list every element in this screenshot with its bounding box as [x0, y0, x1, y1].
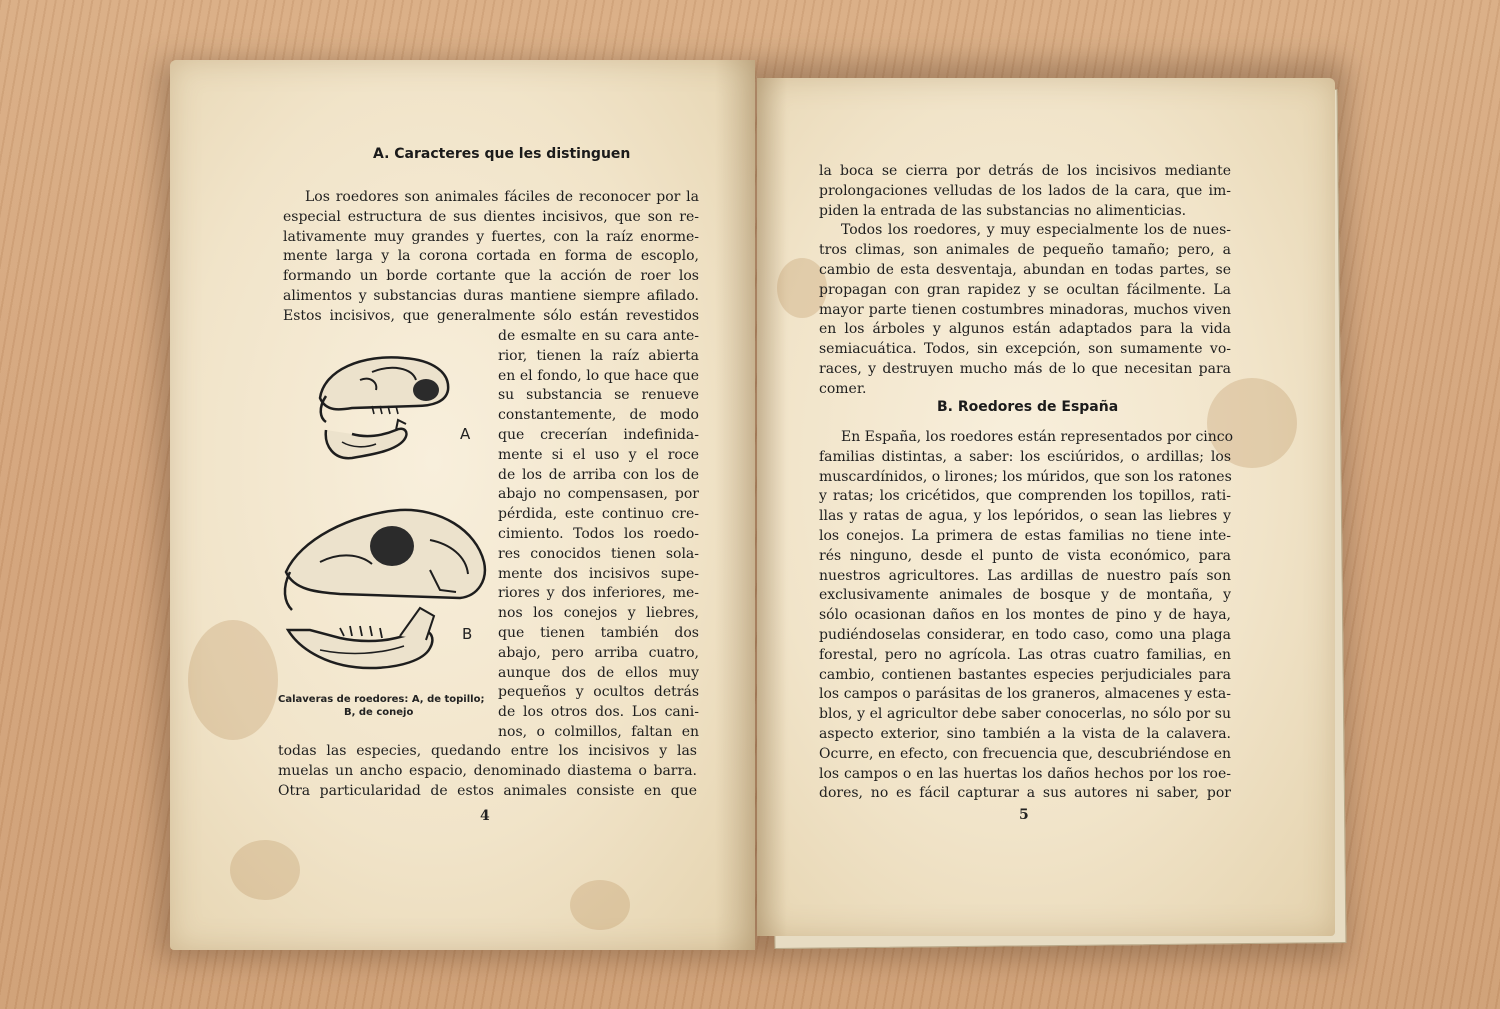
text-line: res conocidos tienen sola- [498, 545, 699, 562]
right-text-top [819, 162, 1231, 400]
foxing-spot [570, 880, 630, 930]
section-heading-a: A. Caracteres que les distinguen [373, 146, 631, 162]
text-line: formando un borde cortante que la acción de roer los [283, 268, 699, 285]
gutter-shadow [715, 60, 755, 950]
text-line: en el fondo, lo que hace que [498, 367, 699, 384]
figure-label-a: A [460, 425, 471, 443]
foxing-spot [188, 620, 278, 740]
skull-illustration-b [280, 500, 490, 680]
text-line: alimentos y substancias duras mantiene siempre afilado. [283, 287, 699, 304]
right-page [757, 78, 1335, 936]
text-line: En España, los roedores están representados por cinco [841, 429, 1234, 445]
text-line: en los árboles y algunos están adaptados para la vida [819, 321, 1231, 338]
text-line: los campos o parásitas de los graneros, almacenes y esta- [819, 686, 1231, 703]
caption-line-1: Calaveras de roedores: A, de topillo; [278, 694, 485, 705]
text-line: mente larga y la corona cortada en forma de escoplo, [283, 248, 699, 265]
text-line: Todos los roedores, y muy especialmente los de nues- [841, 222, 1231, 239]
text-line: Estos incisivos, que generalmente sólo están revestidos [283, 307, 699, 324]
text-line: que crecerían indefinida- [498, 426, 699, 443]
text-line: muscardínidos, o lirones; los múridos, que son los ratones [819, 468, 1232, 485]
text-line: exclusivamente animales de bosque y de montaña, y [819, 587, 1231, 604]
skull-illustration-a [312, 350, 462, 470]
text-line: cambio de esta desventaja, abundan en todas partes, se [819, 261, 1231, 278]
right-text-bottom [819, 428, 1234, 804]
text-line: semiacuática. Todos, sin excepción, son sumamente vo- [819, 341, 1231, 358]
page-number-right: 5 [1019, 807, 1029, 823]
text-line: comer. [819, 380, 867, 397]
text-line: los campos o en las huertas los daños hechos por los roe- [819, 765, 1231, 782]
text-line: races, y destruyen mucho más de lo que necesitan para [819, 360, 1231, 377]
text-line: todas las especies, quedando entre los incisivos y las [278, 743, 697, 759]
text-line: pérdida, este continuo cre- [498, 506, 699, 523]
text-line: cambio, contienen bastantes especies perjudiciales para [819, 666, 1231, 683]
text-line: rés ninguno, desde el punto de vista económico, para [819, 547, 1231, 564]
text-line: llas y ratas de agua, y los lepóridos, o sean las liebres y [819, 508, 1231, 525]
text-line: dores, no es fácil capturar a sus autores ni saber, por [819, 785, 1231, 802]
text-line: aunque dos de ellos muy [498, 664, 699, 681]
page-number-left: 4 [480, 808, 490, 824]
text-line: abajo, pero arriba cuatro, [498, 644, 699, 661]
text-line: sólo ocasionan daños en los montes de pino y de haya, [819, 607, 1231, 624]
left-page [170, 60, 755, 950]
gutter-shadow [757, 78, 787, 936]
text-line: familias distintas, a saber: los esciúridos, o ardillas; los [819, 448, 1231, 465]
text-line: muelas un ancho espacio, denominado diastema o barra. [278, 762, 697, 779]
text-line: pequeños y ocultos detrás [498, 684, 699, 701]
text-line: Ocurre, en efecto, con frecuencia que, descubriéndose en [819, 745, 1231, 762]
text-line: abajo no compensasen, por [498, 486, 699, 503]
foxing-spot [230, 840, 300, 900]
text-line: mayor parte tienen costumbres minadoras, muchos viven [819, 301, 1231, 318]
text-line: piden la entrada de las substancias no alimenticias. [819, 202, 1187, 219]
text-line: blos, y el agricultor debe saber conocerlas, no sólo por su [819, 706, 1231, 723]
text-line: que tienen también dos [498, 624, 699, 641]
text-line: cimiento. Todos los roedo- [498, 525, 699, 542]
text-line: de los de arriba con los de [498, 466, 699, 483]
text-line: nuestros agricultores. Las ardillas de nuestro país son [819, 567, 1231, 584]
left-text-top [283, 188, 699, 327]
text-line: nos, o colmillos, faltan en [498, 723, 699, 740]
figure-label-b: B [462, 625, 473, 643]
text-line: aspecto exterior, sino también a la vista de la calavera. [819, 725, 1231, 742]
text-line: propagan con gran rapidez y se ocultan fácilmente. La [819, 281, 1231, 298]
text-line: forestal, pero no agrícola. Las otras cuatro familias, en [819, 646, 1231, 663]
text-line: lativamente muy grandes y fuertes, con la raíz enorme- [283, 228, 699, 245]
text-line: de esmalte en su cara ante- [498, 328, 699, 344]
text-line: tros climas, son animales de pequeño tamaño; pero, a [819, 242, 1231, 259]
left-text-bottom [278, 742, 697, 801]
text-line: Los roedores son animales fáciles de reconocer por la [305, 189, 699, 205]
text-line: riores y dos inferiores, me- [498, 585, 699, 602]
text-line: constantemente, de modo [498, 407, 699, 424]
figure-caption [278, 693, 484, 719]
left-text-column [498, 327, 699, 743]
text-line: prolongaciones velludas de los lados de la cara, que im- [819, 182, 1231, 199]
text-line: de los otros dos. Los cani- [498, 704, 699, 721]
text-line: su substancia se renueve [498, 387, 699, 404]
text-line: rior, tienen la raíz abierta [498, 347, 699, 364]
text-line: los conejos. La primera de estas familias no tiene inte- [819, 527, 1231, 544]
text-line: mente dos incisivos supe- [498, 565, 699, 582]
text-line: nos los conejos y liebres, [498, 605, 699, 622]
text-line: mente si el uso y el roce [498, 446, 699, 463]
text-line: Otra particularidad de estos animales consiste en que [278, 782, 697, 799]
text-line: y ratas; los cricétidos, que comprenden los topillos, rati- [819, 488, 1231, 505]
section-heading-b: B. Roedores de España [937, 399, 1119, 415]
text-line: pudiéndoselas considerar, en todo caso, como una plaga [819, 626, 1231, 643]
caption-line-2: B, de conejo [344, 707, 414, 718]
text-line: especial estructura de sus dientes incisivos, que son re- [283, 208, 699, 225]
text-line: la boca se cierra por detrás de los incisivos mediante [819, 163, 1231, 179]
